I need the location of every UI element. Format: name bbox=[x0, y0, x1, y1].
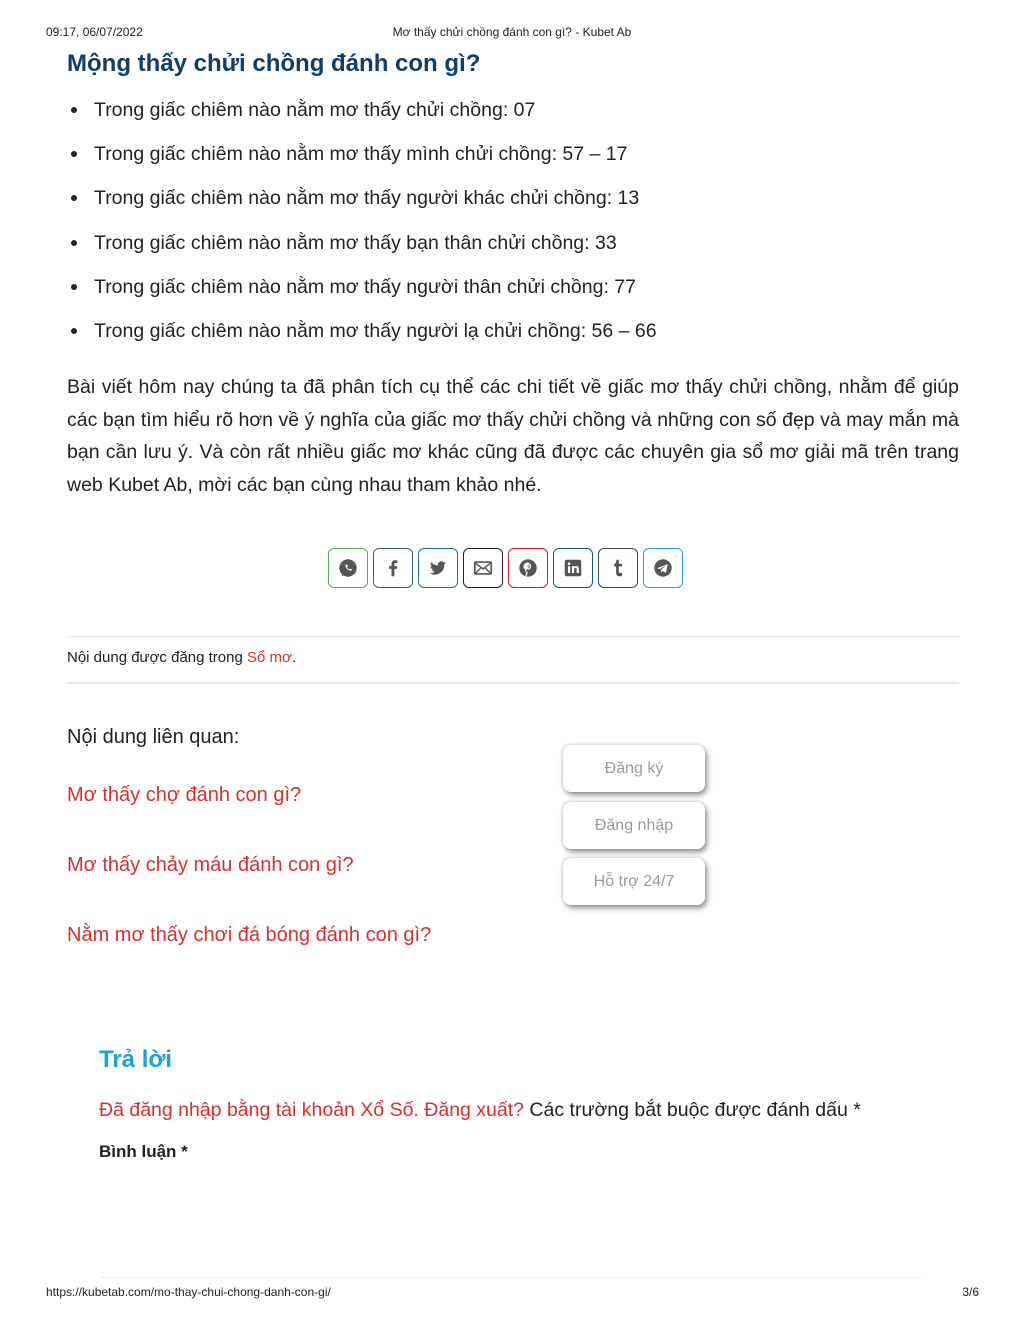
separator-dot: . bbox=[413, 1099, 425, 1121]
category-prefix: Nội dung được đăng trong bbox=[67, 649, 247, 666]
logged-in-line bbox=[99, 1099, 861, 1122]
whatsapp-icon bbox=[337, 557, 359, 579]
reply-title: Trả lời bbox=[99, 1046, 173, 1073]
login-button[interactable]: Đăng nhập bbox=[563, 802, 705, 849]
related-link[interactable]: Nằm mơ thấy chơi đá bóng đánh con gì? bbox=[67, 924, 432, 946]
telegram-icon bbox=[652, 557, 674, 579]
category-suffix: . bbox=[291, 649, 297, 666]
account-link[interactable]: Đã đăng nhập bằng tài khoản Xổ Số bbox=[99, 1099, 414, 1121]
list-item: Trong giấc chiêm nào nằm mơ thấy chửi chồng: 07 bbox=[67, 95, 947, 139]
facebook-icon bbox=[382, 557, 404, 579]
support-button[interactable]: Hỗ trợ 24/7 bbox=[563, 858, 705, 905]
print-url: https://kubetab.com/mo-thay-chui-chong-danh-con-gi/ bbox=[46, 1285, 331, 1299]
divider bbox=[67, 636, 959, 637]
share-linkedin-button[interactable] bbox=[553, 548, 593, 588]
lucky-numbers-list bbox=[67, 95, 947, 360]
related-heading: Nội dung liên quan: bbox=[67, 726, 240, 748]
share-bar bbox=[328, 548, 683, 590]
linkedin-icon bbox=[562, 557, 584, 579]
related-link[interactable]: Mơ thấy chảy máu đánh con gì? bbox=[67, 854, 354, 876]
divider bbox=[67, 682, 959, 684]
category-link[interactable]: Sổ mơ bbox=[247, 649, 292, 666]
share-pinterest-button[interactable] bbox=[508, 548, 548, 588]
share-email-button[interactable] bbox=[463, 548, 503, 588]
pinterest-icon bbox=[517, 557, 539, 579]
tumblr-icon bbox=[607, 557, 629, 579]
divider bbox=[100, 1277, 922, 1278]
share-facebook-button[interactable] bbox=[373, 548, 413, 588]
share-whatsapp-button[interactable] bbox=[328, 548, 368, 588]
register-button[interactable]: Đăng ký bbox=[563, 745, 705, 792]
list-item: Trong giấc chiêm nào nằm mơ thấy mình chửi chồng: 57 – 17 bbox=[67, 139, 947, 183]
section-title: Mộng thấy chửi chồng đánh con gì? bbox=[67, 50, 481, 77]
print-header bbox=[0, 25, 1024, 41]
list-item: Trong giấc chiêm nào nằm mơ thấy người khác chửi chồng: 13 bbox=[67, 183, 947, 227]
list-item: Trong giấc chiêm nào nằm mơ thấy bạn thân chửi chồng: 33 bbox=[67, 228, 947, 272]
print-datetime: 09:17, 06/07/2022 bbox=[46, 25, 143, 39]
required-note: Các trường bắt buộc được đánh dấu * bbox=[524, 1099, 861, 1121]
comment-label: Bình luận * bbox=[99, 1142, 188, 1161]
category-line bbox=[67, 649, 296, 666]
list-item: Trong giấc chiêm nào nằm mơ thấy người thân chửi chồng: 77 bbox=[67, 272, 947, 316]
print-page-title: Mơ thấy chửi chồng đánh con gì? - Kubet Ab bbox=[392, 25, 632, 39]
list-item: Trong giấc chiêm nào nằm mơ thấy người lạ chửi chồng: 56 – 66 bbox=[67, 316, 947, 360]
twitter-icon bbox=[427, 557, 449, 579]
share-twitter-button[interactable] bbox=[418, 548, 458, 588]
logout-link[interactable]: Đăng xuất? bbox=[424, 1099, 525, 1121]
summary-paragraph: Bài viết hôm nay chúng ta đã phân tích cụ thể các chi tiết về giấc mơ thấy chửi chồng, nhằm để giúp các bạn tìm hiểu rõ hơn về ý nghĩa của giấc mơ thấy chửi chồng và những con số đẹp và may mắn mà bạn cần lưu ý. Và còn rất nhiều giấc mơ khác cũng đã được các chuyên gia sổ mơ giải mã trên trang web Kubet Ab, mời các bạn cùng nhau tham khảo nhé. bbox=[67, 376, 959, 496]
share-telegram-button[interactable] bbox=[643, 548, 683, 588]
related-link[interactable]: Mơ thấy chợ đánh con gì? bbox=[67, 784, 302, 806]
share-tumblr-button[interactable] bbox=[598, 548, 638, 588]
email-icon bbox=[472, 557, 494, 579]
page-number: 3/6 bbox=[962, 1285, 979, 1299]
